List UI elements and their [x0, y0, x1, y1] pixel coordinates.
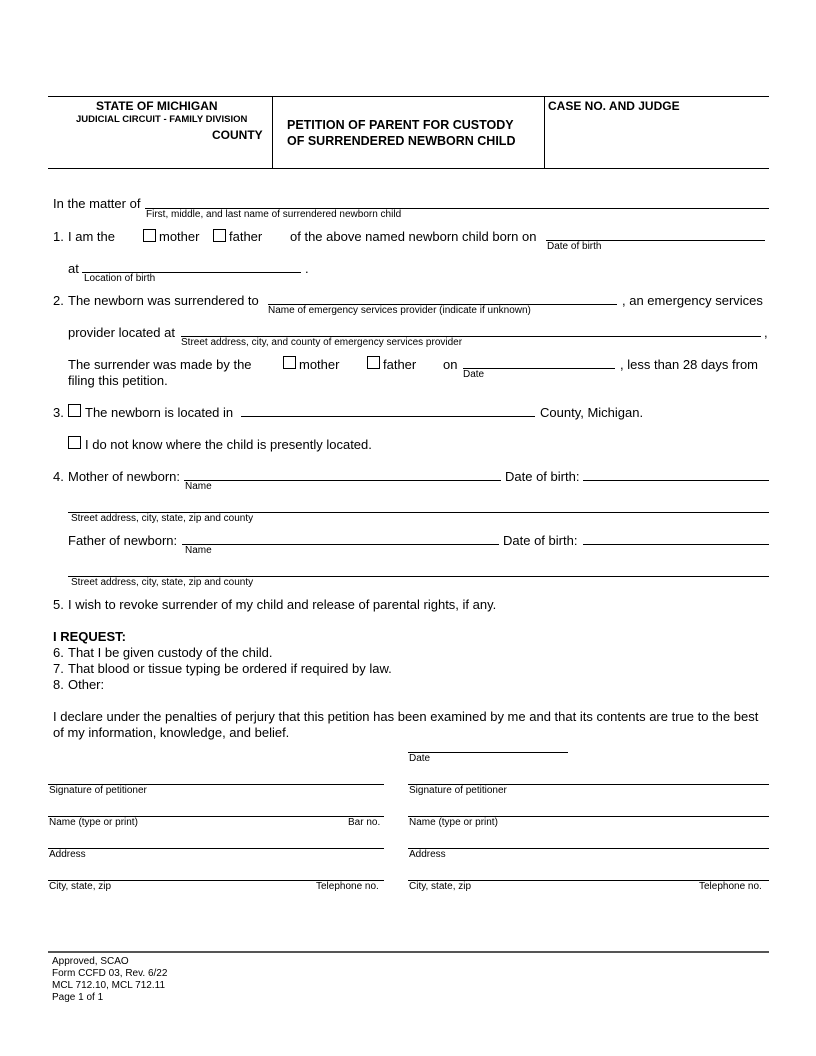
child-dob-caption: Date of birth	[547, 241, 602, 252]
provider-name-caption: Name of emergency services provider (indicate if unknown)	[268, 305, 531, 316]
request-heading: I REQUEST:	[53, 629, 126, 644]
date-field[interactable]	[408, 752, 568, 753]
mother-dob-label: Date of birth:	[505, 469, 580, 484]
mother-name-field[interactable]	[184, 480, 501, 481]
request-8-number: 8.	[53, 677, 64, 692]
address-right-field[interactable]	[408, 848, 769, 849]
declaration-line1: I declare under the penalties of perjury that this petition has been examined by me and that its contents are true to the best	[53, 709, 759, 724]
signature-right-caption: Signature of petitioner	[409, 785, 507, 796]
state-name: STATE OF MICHIGAN	[96, 99, 218, 113]
bar-no-caption: Bar no.	[348, 817, 381, 828]
footer-approved: Approved, SCAO	[52, 956, 129, 967]
item1-mother-checkbox[interactable]	[143, 229, 156, 242]
footer-form-number: Form CCFD 03, Rev. 6/22	[52, 968, 168, 979]
item2-text-a: The newborn was surrendered to	[68, 293, 259, 308]
header-divider-right	[544, 97, 545, 169]
item1-mother-label: mother	[159, 229, 200, 244]
father-address-caption: Street address, city, state, zip and county	[71, 577, 254, 588]
address-left-caption: Address	[49, 849, 86, 860]
other-request-field[interactable]	[110, 676, 769, 694]
mother-dob-field[interactable]	[583, 480, 769, 481]
mother-label: Mother of newborn:	[68, 469, 181, 484]
item2-text-d: The surrender was made by the	[68, 357, 252, 372]
request-6-text: That I be given custody of the child.	[68, 645, 273, 660]
item3-unknown-checkbox[interactable]	[68, 436, 81, 449]
request-8-text: Other:	[68, 677, 105, 692]
item2-father-checkbox[interactable]	[367, 356, 380, 369]
declaration-line2: of my information, knowledge, and belief.	[53, 725, 290, 740]
circuit-label: JUDICIAL CIRCUIT - FAMILY DIVISION	[76, 114, 248, 125]
father-dob-field[interactable]	[583, 544, 769, 545]
item2-text-b: , an emergency services	[622, 293, 763, 308]
item2-text-f: filing this petition.	[68, 373, 168, 388]
name-left-caption: Name (type or print)	[49, 817, 138, 828]
item2-mother-label: mother	[299, 357, 340, 372]
item1-text-a: I am the	[68, 229, 115, 244]
item1-father-checkbox[interactable]	[213, 229, 226, 242]
item1-period: .	[305, 261, 309, 276]
item2-mother-checkbox[interactable]	[283, 356, 296, 369]
mother-name-caption: Name	[185, 481, 212, 492]
father-name-caption: Name	[185, 545, 212, 556]
item2-father-label: father	[383, 357, 417, 372]
header-top-rule	[48, 96, 769, 97]
item5-number: 5.	[53, 597, 64, 612]
phone-left-caption: Telephone no.	[316, 881, 379, 892]
city-right-caption: City, state, zip	[409, 881, 472, 892]
father-dob-label: Date of birth:	[503, 533, 578, 548]
father-label: Father of newborn:	[68, 533, 178, 548]
footer-rule	[48, 951, 769, 953]
item3-number: 3.	[53, 405, 64, 420]
item1-at: at	[68, 261, 79, 276]
item2-text-c: provider located at	[68, 325, 175, 340]
header-divider-left	[272, 97, 273, 169]
item1-text-b: of the above named newborn child born on	[290, 229, 537, 244]
city-left-caption: City, state, zip	[49, 881, 112, 892]
item1-number: 1.	[53, 229, 64, 244]
footer-mcl: MCL 712.10, MCL 712.11	[52, 980, 166, 991]
name-right-caption: Name (type or print)	[409, 817, 498, 828]
county-label: COUNTY	[212, 128, 263, 142]
date-caption: Date	[409, 753, 431, 764]
item2-comma: ,	[764, 325, 768, 340]
case-no-label: CASE NO. AND JUDGE	[548, 99, 680, 113]
surrender-date-field[interactable]	[463, 368, 615, 369]
address-right-caption: Address	[409, 849, 446, 860]
birth-location-caption: Location of birth	[84, 273, 156, 284]
item3-text-b: County, Michigan.	[540, 405, 644, 420]
matter-label: In the matter of	[53, 196, 141, 211]
newborn-county-field[interactable]	[241, 416, 535, 417]
form-title-line2: OF SURRENDERED NEWBORN CHILD	[287, 134, 516, 148]
signature-left-caption: Signature of petitioner	[49, 785, 147, 796]
form-title-line1: PETITION OF PARENT FOR CUSTODY	[287, 118, 514, 132]
item3-text-c: I do not know where the child is presently located.	[85, 437, 372, 452]
item2-number: 2.	[53, 293, 64, 308]
footer-page: Page 1 of 1	[52, 992, 104, 1003]
item1-father-label: father	[229, 229, 263, 244]
case-no-field[interactable]	[546, 116, 768, 166]
surrender-date-caption: Date	[463, 369, 485, 380]
item3-location-checkbox[interactable]	[68, 404, 81, 417]
item4-number: 4.	[53, 469, 64, 484]
request-6-number: 6.	[53, 645, 64, 660]
father-name-field[interactable]	[182, 544, 499, 545]
child-name-caption: First, middle, and last name of surrendered newborn child	[146, 209, 402, 220]
item5-text: I wish to revoke surrender of my child and release of parental rights, if any.	[68, 597, 497, 612]
header-bottom-rule	[48, 168, 769, 169]
item3-text-a: The newborn is located in	[85, 405, 234, 420]
mother-address-caption: Street address, city, state, zip and county	[71, 513, 254, 524]
item2-text-e: , less than 28 days from	[620, 357, 759, 372]
address-left-field[interactable]	[48, 848, 384, 849]
request-7-text: That blood or tissue typing be ordered if required by law.	[68, 661, 392, 676]
provider-address-caption: Street address, city, and county of emergency services provider	[181, 337, 463, 348]
request-7-number: 7.	[53, 661, 64, 676]
phone-right-caption: Telephone no.	[699, 881, 762, 892]
item2-on: on	[443, 357, 458, 372]
